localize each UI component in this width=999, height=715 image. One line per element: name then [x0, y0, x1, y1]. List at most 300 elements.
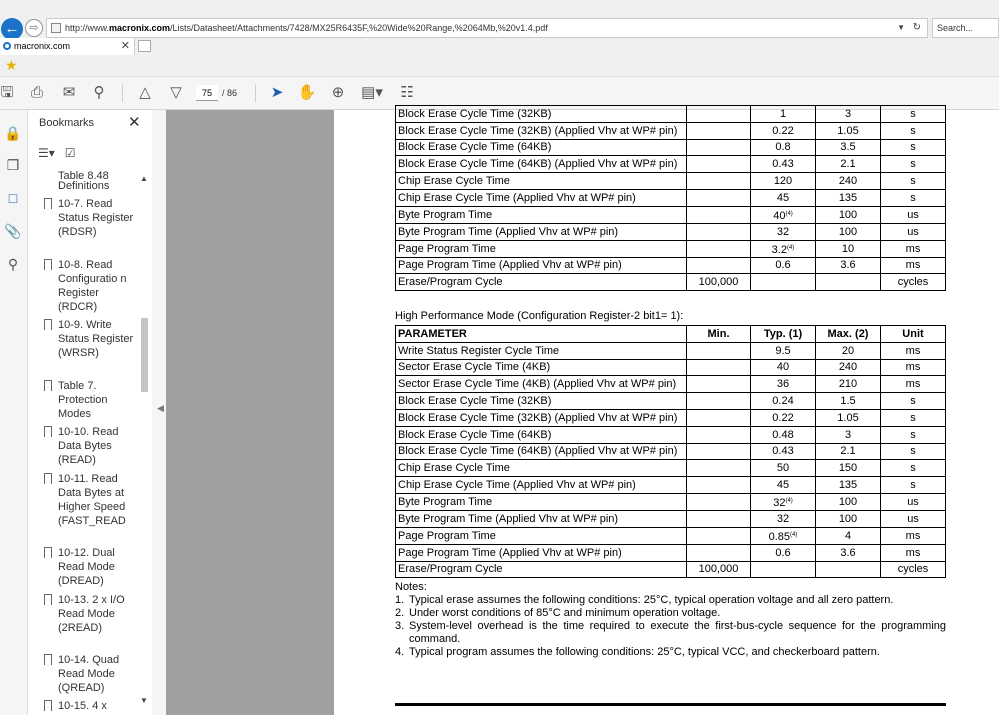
- table-cell: [396, 223, 687, 240]
- bookmark-label: 10-10. Read Data Bytes (READ): [58, 426, 119, 466]
- forward-button[interactable]: ⇨: [25, 19, 43, 37]
- table-cell: [881, 257, 946, 274]
- table-cell: [687, 409, 751, 426]
- cell-text: 4: [844, 529, 852, 542]
- table-cell: [687, 493, 751, 510]
- bookmark-icon: [44, 426, 52, 437]
- cell-text: 3.5: [840, 141, 856, 154]
- bookmark-panel-icon[interactable]: □: [8, 190, 18, 206]
- table-cell: [687, 561, 751, 578]
- table-row: [396, 544, 946, 561]
- table-row: [396, 342, 946, 359]
- note-item: [395, 620, 946, 646]
- table-cell: [396, 393, 687, 410]
- collapse-arrow-icon[interactable]: ◀: [157, 403, 164, 413]
- table-cell: [687, 359, 751, 376]
- cell-text: 3.6: [840, 259, 856, 272]
- cell-text: 50: [776, 462, 790, 475]
- table-cell: [687, 274, 751, 291]
- table-row: [396, 527, 946, 544]
- cell-text: Page Program Time: [398, 529, 496, 542]
- cell-text: 100,000: [698, 276, 739, 289]
- cell-text: s: [910, 191, 916, 204]
- table-cell: [881, 274, 946, 291]
- table-cell: [816, 257, 881, 274]
- cell-text: 0.8: [775, 141, 791, 154]
- table-cell: [751, 376, 816, 393]
- table-row: [396, 106, 946, 123]
- url-prefix: http://www.: [65, 23, 110, 33]
- zoom-in-icon[interactable]: ⊕: [331, 84, 345, 101]
- table-cell: [751, 223, 816, 240]
- bookmark-label: 10-15. 4 x: [58, 700, 107, 712]
- table-cell: [881, 139, 946, 156]
- left-icon-rail: [0, 110, 28, 715]
- search-input[interactable]: Search...: [932, 18, 999, 38]
- bookmark-label: Table 7. Protection Modes: [58, 380, 108, 420]
- cell-text: Page Program Time (Applied Vhv at WP# pin): [398, 259, 622, 272]
- chevron-up-icon[interactable]: ▲: [140, 174, 148, 183]
- table-cell: [816, 544, 881, 561]
- cell-text: 240: [838, 175, 858, 188]
- table-row: [396, 274, 946, 291]
- toolbar-divider: [122, 84, 123, 102]
- table-cell: [396, 206, 687, 223]
- table-cell: [816, 460, 881, 477]
- read-mode-icon[interactable]: ☷: [400, 84, 414, 101]
- cell-text: Block Erase Cycle Time (64KB) (Applied Vhv at WP# pin): [398, 445, 678, 458]
- table-row: [396, 189, 946, 206]
- cell-text: 1.05: [837, 411, 859, 424]
- table-cell: [396, 376, 687, 393]
- footnote-ref: (4): [785, 210, 793, 217]
- table-cell: [881, 544, 946, 561]
- table-cell: [396, 173, 687, 190]
- table-cell: [687, 257, 751, 274]
- cell-text: cycles: [897, 563, 929, 576]
- table-cell: [881, 106, 946, 123]
- table-cell: [816, 106, 881, 123]
- cell-text: Page Program Time (Applied Vhv at WP# pin): [398, 546, 622, 559]
- cell-text: 100: [838, 208, 858, 221]
- note-number: 4.: [395, 646, 405, 658]
- cell-text: 100: [838, 495, 858, 508]
- bookmark-icon: [44, 473, 52, 484]
- cell-text: us: [907, 208, 919, 221]
- table-cell: [816, 561, 881, 578]
- table-cell: [816, 426, 881, 443]
- cell-text: s: [910, 141, 916, 154]
- cell-text: Unit: [902, 327, 924, 340]
- table-cell: [881, 326, 946, 343]
- pages-icon[interactable]: ❐: [6, 157, 20, 173]
- bookmark-label: Table 8.48: [58, 170, 109, 182]
- browser-address-bar: [0, 0, 999, 38]
- table-cell: [816, 477, 881, 494]
- cell-text: s: [910, 175, 916, 188]
- footnote-ref: (4): [785, 497, 793, 504]
- table-cell: [396, 561, 687, 578]
- table-cell: [751, 409, 816, 426]
- url-input[interactable]: [46, 18, 928, 38]
- table-cell: [816, 443, 881, 460]
- cell-text: 0.6: [775, 546, 791, 559]
- note-text: System-level overhead is the time required to execute the first-bus-cycle sequence for the programming command.: [409, 620, 946, 645]
- table-cell: [751, 156, 816, 173]
- bookmark-item[interactable]: [58, 258, 138, 314]
- table-cell: [881, 376, 946, 393]
- table-cell: [751, 139, 816, 156]
- bookmark-item[interactable]: [58, 699, 138, 713]
- cell-text: Sector Erase Cycle Time (4KB) (Applied Vhv at WP# pin): [398, 378, 677, 391]
- cell-text: s: [910, 411, 916, 424]
- cell-text: Block Erase Cycle Time (32KB): [398, 395, 552, 408]
- table-cell: [751, 393, 816, 410]
- select-cursor-icon[interactable]: ➤: [270, 84, 284, 101]
- table-cell: [816, 510, 881, 527]
- table-cell: [881, 189, 946, 206]
- cell-text: Block Erase Cycle Time (32KB) (Applied Vhv at WP# pin): [398, 411, 678, 424]
- footnote-ref: (4): [786, 244, 795, 251]
- cell-text: Byte Program Time (Applied Vhv at WP# pin): [398, 512, 619, 525]
- favorites-bar: [0, 55, 999, 77]
- cell-text: Block Erase Cycle Time (32KB): [398, 107, 552, 120]
- bookmark-icon: [44, 198, 52, 209]
- cell-text: ms: [905, 361, 921, 374]
- cell-text: 2.1: [840, 158, 856, 171]
- table-cell: [687, 189, 751, 206]
- note-text: Typical erase assumes the following conditions: 25°C, typical operation voltage and all zero pattern.: [409, 594, 894, 606]
- cell-text: 135: [838, 191, 858, 204]
- table-cell: [687, 223, 751, 240]
- panel-splitter[interactable]: [152, 110, 166, 715]
- note-text: Under worst conditions of 85°C and minimum operation voltage.: [409, 607, 721, 619]
- page-number-input[interactable]: [196, 85, 218, 101]
- bookmark-list: [28, 166, 138, 711]
- next-page-icon[interactable]: ▽: [170, 84, 182, 101]
- table-row: [396, 409, 946, 426]
- table-cell: [687, 173, 751, 190]
- tab-title: macronix.com: [14, 41, 71, 51]
- table-cell: [687, 426, 751, 443]
- table-row: [396, 376, 946, 393]
- table-row: [396, 240, 946, 257]
- table-cell: [751, 359, 816, 376]
- table-cell: [881, 493, 946, 510]
- table-cell: [816, 223, 881, 240]
- bookmark-item[interactable]: [58, 593, 138, 635]
- cell-text: Min.: [707, 327, 730, 340]
- tab-macronix[interactable]: [0, 38, 135, 55]
- note-item: [395, 646, 946, 659]
- table-cell: [881, 409, 946, 426]
- table-row: [396, 359, 946, 376]
- cell-text: 1: [779, 107, 787, 120]
- table-cell: [816, 393, 881, 410]
- cell-text: Erase/Program Cycle: [398, 276, 503, 289]
- table-cell: [687, 443, 751, 460]
- bookmark-scrollbar[interactable]: [140, 170, 149, 710]
- cell-text: 3.6: [840, 546, 856, 559]
- table-row: [396, 493, 946, 510]
- page-total: / 86: [222, 88, 238, 98]
- pdf-page: [334, 107, 999, 715]
- table-cell: [396, 189, 687, 206]
- note-number: 1.: [395, 594, 405, 606]
- cell-text: Chip Erase Cycle Time: [398, 175, 510, 188]
- table-cell: [751, 106, 816, 123]
- cell-text: 32: [773, 496, 786, 509]
- table-cell: [816, 326, 881, 343]
- cell-text: 100,000: [698, 563, 739, 576]
- chevron-down-icon[interactable]: ▼: [897, 23, 905, 32]
- cell-text: 45: [776, 191, 790, 204]
- page-fit-icon[interactable]: ▤▾: [361, 84, 383, 101]
- bookmark-label: 10-14. Quad Read Mode (QREAD): [58, 654, 120, 694]
- cell-text: 120: [773, 175, 793, 188]
- table-cell: [881, 359, 946, 376]
- table-cell: [396, 426, 687, 443]
- table-cell: [396, 106, 687, 123]
- cell-text: ms: [905, 546, 921, 559]
- table-cell: [396, 510, 687, 527]
- table-cell: [881, 510, 946, 527]
- new-tab-button[interactable]: [138, 40, 151, 52]
- cell-text: 40: [776, 361, 790, 374]
- table-cell: [751, 493, 816, 510]
- table-cell: [751, 326, 816, 343]
- star-icon[interactable]: ★: [5, 57, 18, 73]
- mail-icon[interactable]: ✉: [62, 84, 76, 101]
- cell-text: Block Erase Cycle Time (32KB) (Applied Vhv at WP# pin): [398, 124, 678, 137]
- save-icon[interactable]: 🖫: [0, 84, 14, 101]
- search-icon[interactable]: ⚲: [7, 256, 19, 272]
- cell-text: ms: [905, 529, 921, 542]
- table-cell: [816, 527, 881, 544]
- bookmark-item[interactable]: [58, 197, 138, 239]
- refresh-icon[interactable]: ↻: [912, 22, 921, 33]
- scrollbar-thumb[interactable]: [141, 318, 148, 392]
- cell-text: 20: [841, 344, 855, 357]
- note-number: 2.: [395, 607, 405, 619]
- table-cell: [881, 206, 946, 223]
- table-cell: [816, 189, 881, 206]
- cell-text: Page Program Time: [398, 242, 496, 255]
- cell-text: s: [910, 124, 916, 137]
- table-cell: [687, 326, 751, 343]
- cell-text: ms: [905, 344, 921, 357]
- cell-text: 40: [773, 209, 786, 222]
- cell-text: ms: [905, 378, 921, 391]
- table-cell: [751, 122, 816, 139]
- cell-text: 3.2: [771, 243, 787, 256]
- table-cell: [751, 257, 816, 274]
- table-cell: [396, 139, 687, 156]
- cell-text: s: [910, 107, 916, 120]
- hand-tool-icon[interactable]: ✋: [297, 84, 317, 101]
- table-cell: [687, 477, 751, 494]
- bookmark-item[interactable]: [58, 379, 138, 421]
- table-cell: [881, 426, 946, 443]
- page-icon: [51, 23, 61, 33]
- table-row: [396, 426, 946, 443]
- cell-text: 100: [838, 512, 858, 525]
- cell-text: s: [910, 462, 916, 475]
- table-cell: [751, 189, 816, 206]
- table-cell: [881, 460, 946, 477]
- table-cell: [751, 527, 816, 544]
- cell-text: 0.43: [772, 445, 794, 458]
- table-cell: [396, 122, 687, 139]
- note-text: Typical program assumes the following conditions: 25°C, typical VCC, and checkerboard pattern.: [409, 646, 880, 658]
- cell-text: Byte Program Time (Applied Vhv at WP# pin): [398, 225, 619, 238]
- table-cell: [751, 342, 816, 359]
- url-domain: macronix.com: [109, 23, 171, 33]
- cell-text: s: [910, 428, 916, 441]
- table-cell: [396, 156, 687, 173]
- table-cell: [396, 460, 687, 477]
- erase-program-table: [395, 105, 946, 291]
- note-item: [395, 594, 946, 607]
- bookmark-label: 10-12. Dual Read Mode (DREAD): [58, 547, 115, 587]
- cell-text: 45: [776, 479, 790, 492]
- previous-page-icon[interactable]: △: [139, 84, 151, 101]
- toolbar-divider: [255, 84, 256, 102]
- table-row: [396, 156, 946, 173]
- cell-text: 2.1: [840, 445, 856, 458]
- cell-text: Byte Program Time: [398, 495, 493, 508]
- bookmark-icon: [44, 380, 52, 391]
- bookmark-label: 10-8. Read Configuratio n Register (RDCR): [58, 259, 127, 313]
- cell-text: 0.48: [772, 428, 794, 441]
- cell-text: cycles: [897, 276, 929, 289]
- cell-text: 0.22: [772, 124, 794, 137]
- high-performance-table: [395, 325, 946, 578]
- table-cell: [396, 527, 687, 544]
- bookmark-item[interactable]: [58, 472, 138, 528]
- back-button[interactable]: ←: [1, 18, 23, 40]
- tab-bar: [0, 38, 999, 55]
- cell-text: 0.85: [768, 530, 791, 543]
- notes-section: [395, 581, 946, 659]
- table-cell: [881, 561, 946, 578]
- cell-text: Erase/Program Cycle: [398, 563, 503, 576]
- table-cell: [881, 156, 946, 173]
- table-row: [396, 223, 946, 240]
- bookmark-icon: [44, 319, 52, 330]
- table-cell: [816, 240, 881, 257]
- print-icon[interactable]: ⎙: [30, 84, 43, 101]
- zoom-out-icon[interactable]: ⚲: [93, 84, 105, 101]
- bookmark-icon: [44, 700, 52, 711]
- table-cell: [687, 206, 751, 223]
- bookmark-options-icon[interactable]: ☰▾ ☑: [38, 146, 76, 160]
- cell-text: us: [907, 512, 919, 525]
- cell-text: 1.5: [840, 395, 856, 408]
- table-cell: [751, 206, 816, 223]
- cell-text: Chip Erase Cycle Time: [398, 462, 510, 475]
- close-icon[interactable]: ✕: [128, 114, 141, 131]
- attachment-icon[interactable]: 📎: [4, 223, 22, 239]
- table-cell: [881, 342, 946, 359]
- bookmark-icon: [44, 259, 52, 270]
- table-row: [396, 510, 946, 527]
- table-cell: [687, 393, 751, 410]
- cell-text: s: [910, 445, 916, 458]
- table-cell: [816, 409, 881, 426]
- bookmarks-title: Bookmarks: [39, 117, 95, 129]
- table-cell: [816, 493, 881, 510]
- table-cell: [687, 527, 751, 544]
- bookmark-icon: [44, 654, 52, 665]
- lock-icon[interactable]: 🔒: [4, 125, 22, 141]
- table-cell: [881, 240, 946, 257]
- table-cell: [687, 106, 751, 123]
- table-cell: [396, 257, 687, 274]
- chevron-down-icon[interactable]: ▼: [140, 696, 148, 705]
- cell-text: 1.05: [837, 124, 859, 137]
- table-row: [396, 443, 946, 460]
- bookmark-item[interactable]: [58, 425, 138, 467]
- cell-text: 210: [838, 378, 858, 391]
- bookmark-label: Definitions: [58, 180, 110, 192]
- cell-text: 100: [838, 225, 858, 238]
- bookmark-item[interactable]: [58, 169, 138, 182]
- table-cell: [751, 544, 816, 561]
- notes-title: Notes:: [395, 581, 427, 593]
- table-cell: [881, 173, 946, 190]
- table-row: [396, 139, 946, 156]
- table-cell: [687, 460, 751, 477]
- bookmark-label: 10-7. Read Status Register (RDSR): [58, 198, 134, 238]
- bookmark-item[interactable]: [58, 179, 138, 193]
- table-cell: [396, 274, 687, 291]
- table-cell: [687, 342, 751, 359]
- page-footer-rule: [395, 703, 946, 706]
- table-cell: [816, 139, 881, 156]
- table-row: [396, 561, 946, 578]
- cell-text: s: [910, 158, 916, 171]
- cell-text: 3: [844, 107, 852, 120]
- cell-text: Block Erase Cycle Time (64KB): [398, 141, 552, 154]
- cell-text: Sector Erase Cycle Time (4KB): [398, 361, 551, 374]
- table-row: [396, 477, 946, 494]
- cell-text: PARAMETER: [398, 327, 467, 340]
- bookmark-item[interactable]: [58, 546, 138, 588]
- table-cell: [396, 326, 687, 343]
- cell-text: Block Erase Cycle Time (64KB) (Applied Vhv at WP# pin): [398, 158, 678, 171]
- table-cell: [687, 544, 751, 561]
- favicon-icon: [3, 42, 11, 50]
- bookmark-item[interactable]: [58, 318, 138, 360]
- cell-text: 32: [776, 225, 790, 238]
- cell-text: 0.6: [775, 259, 791, 272]
- cell-text: Chip Erase Cycle Time (Applied Vhv at WP# pin): [398, 479, 636, 492]
- cell-text: 36: [776, 378, 790, 391]
- table-row: [396, 173, 946, 190]
- close-icon[interactable]: ✕: [120, 40, 130, 52]
- cell-text: ms: [905, 242, 921, 255]
- cell-text: 150: [838, 462, 858, 475]
- table-cell: [396, 493, 687, 510]
- bookmark-item[interactable]: [58, 653, 138, 695]
- table-cell: [751, 561, 816, 578]
- cell-text: s: [910, 479, 916, 492]
- footnote-ref: (4): [790, 531, 798, 538]
- cell-text: Block Erase Cycle Time (64KB): [398, 428, 552, 441]
- table-cell: [751, 426, 816, 443]
- cell-text: Chip Erase Cycle Time (Applied Vhv at WP# pin): [398, 191, 636, 204]
